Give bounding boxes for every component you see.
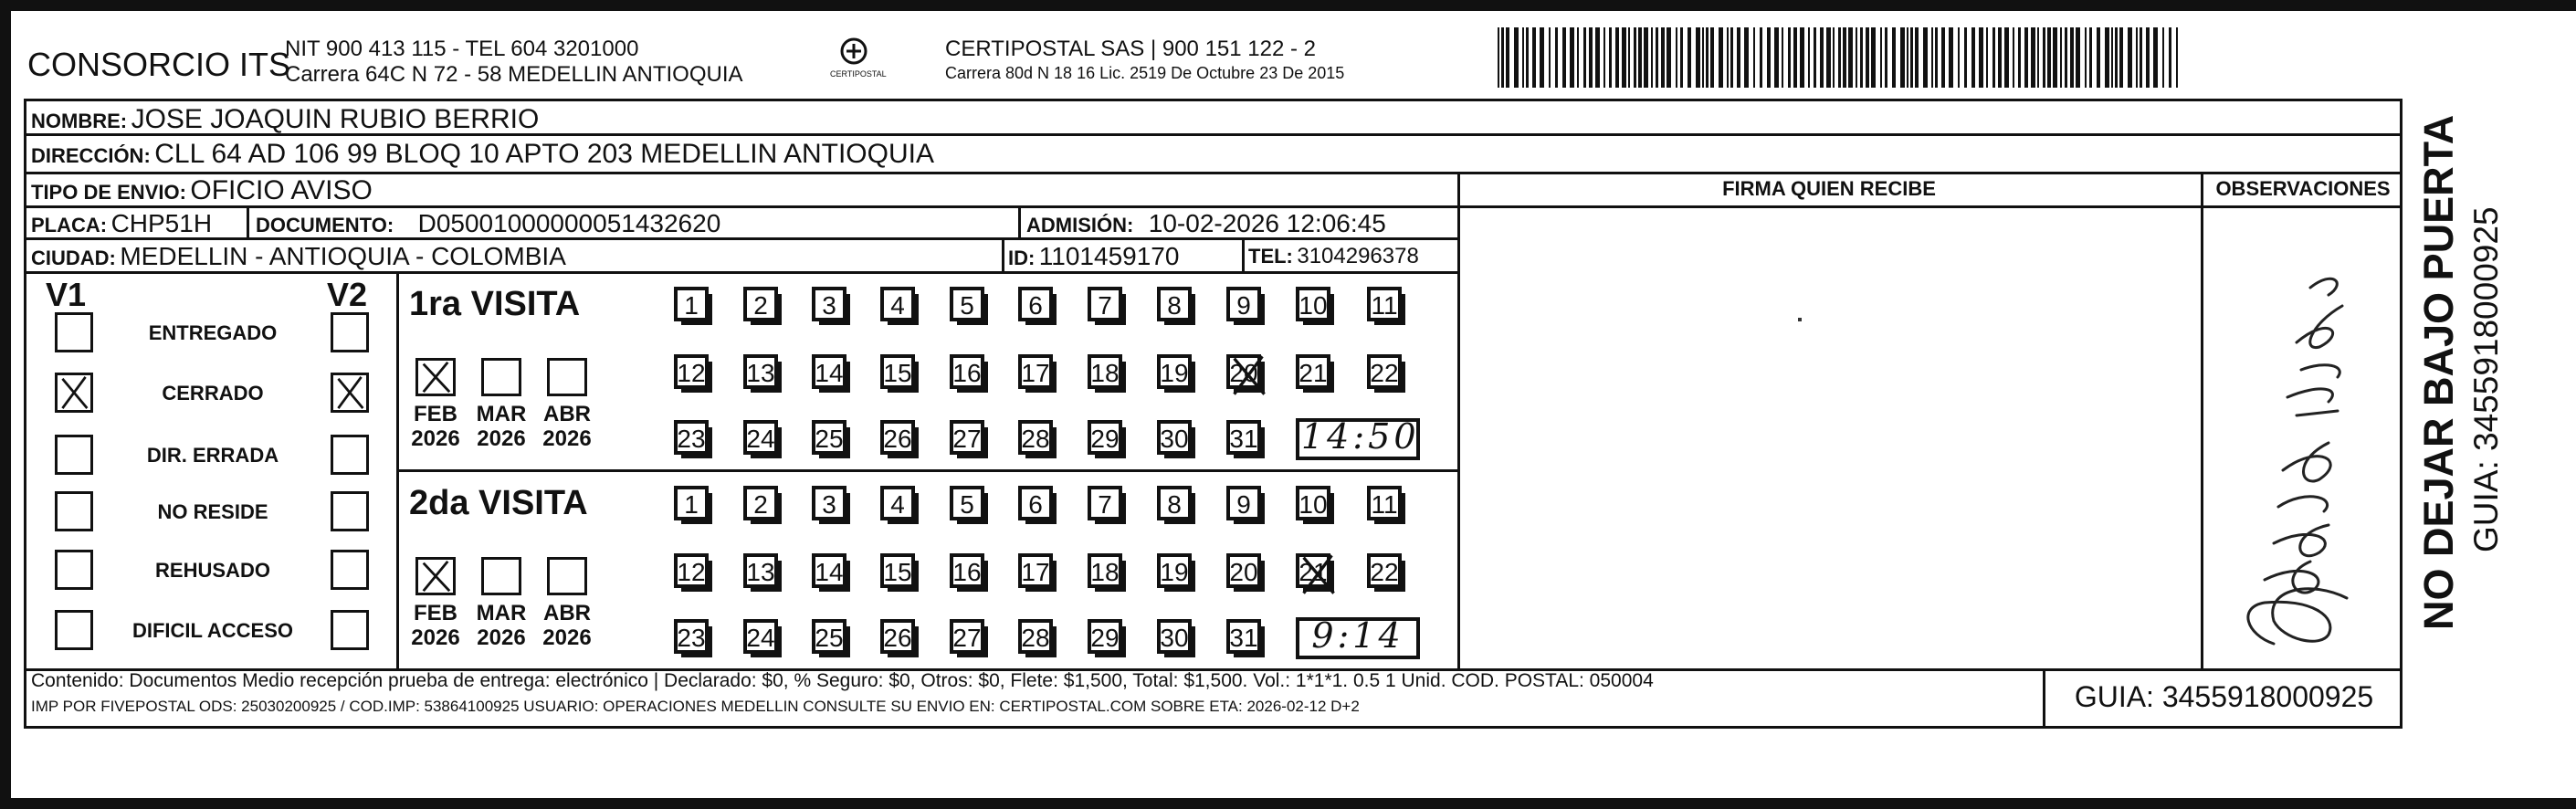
month-year: 2026	[542, 625, 592, 650]
tipo-value: OFICIO AVISO	[190, 175, 373, 205]
month-checkbox[interactable]	[547, 557, 587, 595]
month-name: FEB	[414, 402, 457, 426]
visit-title: 1ra VISITA	[409, 285, 581, 323]
barcode-bar	[1562, 27, 1566, 88]
direccion-row	[31, 139, 934, 170]
tipo-row	[31, 175, 373, 206]
barcode-bar	[1753, 27, 1755, 88]
handwritten-signature	[2210, 215, 2392, 662]
month-year: 2026	[411, 426, 460, 451]
month-year: 2026	[411, 625, 460, 650]
status-label: ENTREGADO	[148, 321, 278, 344]
month-checkbox[interactable]	[481, 358, 521, 396]
day-box[interactable]: 14	[812, 354, 846, 389]
day-box[interactable]: 5	[950, 486, 984, 520]
month-label	[405, 601, 467, 650]
day-box[interactable]: 29	[1088, 420, 1122, 455]
side-warning: NO DEJAR BAJO PUERTA	[2415, 114, 2462, 630]
barcode-bar	[1615, 27, 1619, 88]
day-box[interactable]: 13	[743, 354, 778, 389]
barcode-bar	[2097, 27, 2100, 88]
day-box[interactable]: 17	[1018, 553, 1053, 588]
barcode-bar	[1866, 27, 1869, 88]
placa-label: PLACA:	[31, 214, 108, 236]
footer-contenido: Contenido: Documentos Medio recepción prueba de entrega: electrónico | Declarado: $0, % Seguro: $0, Otros: $0, Flete: $1,500, Total: $1,500. Vol.: 1*1*1. 0.5 1 Unid. COD. POSTAL: 050004	[31, 670, 1654, 691]
barcode-bar	[1656, 27, 1658, 88]
barcode-bar	[1737, 27, 1740, 88]
barcode-bar	[1986, 27, 1988, 88]
divider	[1242, 237, 1245, 271]
barcode-bar	[1532, 27, 1536, 88]
side-guia: GUIA: 3455918000925	[2467, 206, 2505, 552]
barcode-bar	[2128, 27, 2132, 88]
barcode-bar	[1767, 27, 1771, 88]
v2-checkbox[interactable]	[331, 610, 369, 650]
id-value: 1101459170	[1038, 242, 1180, 270]
barcode-bar	[1814, 27, 1816, 88]
barcode-bar	[2169, 27, 2171, 88]
barcode-bar	[1892, 27, 1896, 88]
barcode-bar	[1634, 27, 1636, 88]
month-name: MAR	[476, 601, 527, 625]
barcode-bar	[2053, 27, 2057, 88]
nombre-value: JOSE JOAQUIN RUBIO BERRIO	[131, 104, 540, 134]
tipo-label: TIPO DE ENVIO:	[31, 181, 186, 204]
day-box[interactable]: 26	[880, 420, 915, 455]
barcode-bar	[1730, 27, 1733, 88]
day-box[interactable]: 4	[880, 486, 915, 520]
barcode-bar	[2089, 27, 2092, 88]
barcode-bar	[1964, 27, 1967, 88]
barcode-bar	[1782, 27, 1783, 88]
barcode-bar	[1774, 27, 1779, 88]
divider	[247, 205, 249, 237]
month-name: FEB	[414, 601, 457, 625]
tel-value: 3104296378	[1297, 244, 1419, 268]
barcode-bar	[1971, 27, 1975, 88]
barcode-bar	[1522, 27, 1524, 88]
month-year: 2026	[477, 426, 526, 451]
day-box[interactable]: 9	[1226, 486, 1261, 520]
barcode-bar	[2018, 27, 2021, 88]
barcode-bar	[2115, 27, 2118, 88]
v1-checkbox[interactable]	[55, 312, 93, 352]
barcode-bar	[1958, 27, 1960, 88]
x-mark-icon	[1228, 354, 1268, 396]
day-box[interactable]: 21	[1296, 553, 1330, 588]
barcode-bar	[2037, 27, 2039, 88]
day-box[interactable]: 2	[743, 287, 778, 321]
day-box[interactable]: 29	[1088, 619, 1122, 654]
barcode-bar	[1856, 27, 1857, 88]
placa-value: CHP51H	[110, 209, 213, 237]
direccion-label: DIRECCIÓN:	[31, 144, 151, 167]
day-box[interactable]: 7	[1088, 486, 1122, 520]
tel-label: TEL:	[1248, 245, 1293, 268]
carrier-line1: CERTIPOSTAL SAS | 900 151 122 - 2	[945, 37, 1316, 61]
barcode-bar	[1915, 27, 1919, 88]
day-box[interactable]: 15	[880, 553, 915, 588]
direccion-value: CLL 64 AD 106 99 BLOQ 10 APTO 203 MEDELLIN ANTIOQUIA	[154, 139, 934, 169]
barcode-bar	[2162, 27, 2164, 88]
barcode-bar	[2153, 27, 2158, 88]
day-box[interactable]: 1	[674, 486, 709, 520]
day-box[interactable]: 14	[812, 553, 846, 588]
day-box[interactable]: 26	[880, 619, 915, 654]
barcode-bar	[2065, 27, 2067, 88]
day-box[interactable]: 16	[950, 354, 984, 389]
day-box[interactable]: 6	[1018, 486, 1053, 520]
barcode-bar	[2085, 27, 2087, 88]
nombre-row	[31, 104, 539, 135]
v1-checkbox[interactable]	[55, 491, 93, 531]
v2-checkbox[interactable]	[331, 373, 369, 413]
status-label: REHUSADO	[155, 559, 270, 582]
divider	[2201, 172, 2203, 668]
barcode-bar	[1609, 27, 1612, 88]
barcode-bar	[1833, 27, 1835, 88]
day-box[interactable]: 11	[1367, 287, 1402, 321]
day-box[interactable]: 22	[1367, 553, 1402, 588]
barcode-bar	[1622, 27, 1626, 88]
barcode-bar	[1667, 27, 1671, 88]
visit-title: 2da VISITA	[409, 484, 588, 522]
day-box[interactable]: 7	[1088, 287, 1122, 321]
nombre-label: NOMBRE:	[31, 110, 128, 132]
day-box[interactable]: 27	[950, 420, 984, 455]
barcode-bar	[2024, 27, 2028, 88]
status-label: DIR. ERRADA	[146, 444, 279, 467]
status-label: DIFICIL ACCESO	[131, 619, 293, 642]
certipostal-logo	[817, 33, 890, 88]
barcode-bar	[1696, 27, 1700, 88]
barcode-bar	[1651, 27, 1653, 88]
placa-cell	[31, 209, 212, 238]
day-box[interactable]: 8	[1157, 287, 1192, 321]
barcode-bar	[1506, 27, 1509, 88]
barcode-bar	[1570, 27, 1574, 88]
v2-checkbox[interactable]	[331, 312, 369, 352]
barcode-bar	[2031, 27, 2035, 88]
day-box[interactable]: 15	[880, 354, 915, 389]
barcode-bar	[2013, 27, 2014, 88]
barcode-bar	[2105, 27, 2109, 88]
divider	[1002, 237, 1004, 271]
barcode-bar	[1577, 27, 1579, 88]
barcode-bar	[1931, 27, 1933, 88]
divider	[396, 469, 1457, 472]
x-mark-icon	[58, 375, 90, 410]
admision-label: ADMISIÓN:	[1026, 214, 1134, 236]
scan-border-bottom	[0, 798, 2576, 809]
month-label	[405, 402, 467, 451]
day-box[interactable]: 16	[950, 553, 984, 588]
month-label	[536, 601, 598, 650]
ciudad-value: MEDELLIN - ANTIOQUIA - COLOMBIA	[120, 242, 566, 270]
x-mark-icon	[1298, 553, 1338, 595]
day-box[interactable]: 2	[743, 486, 778, 520]
day-box[interactable]: 31	[1226, 619, 1261, 654]
day-box[interactable]: 19	[1157, 553, 1192, 588]
footer-imp: IMP POR FIVEPOSTAL ODS: 25030200925 / COD.IMP: 53864100925 USUARIO: OPERACIONES MEDELLIN CONSULTE SU ENVIO EN: CERTIPOSTAL.COM SOBRE ETA: 2026-02-12 D+2	[31, 698, 1360, 715]
barcode-bar	[1793, 27, 1797, 88]
barcode-bar	[1661, 27, 1665, 88]
barcode-bar	[1628, 27, 1630, 88]
month-name: ABR	[543, 601, 591, 625]
barcode-bar	[1843, 27, 1846, 88]
barcode-bar	[2119, 27, 2123, 88]
barcode-bar	[1848, 27, 1853, 88]
day-box[interactable]: 27	[950, 619, 984, 654]
month-checkbox[interactable]	[547, 358, 587, 396]
day-box[interactable]: 10	[1296, 287, 1330, 321]
barcode-bar	[1923, 27, 1928, 88]
day-box[interactable]: 30	[1157, 420, 1192, 455]
day-box[interactable]: 25	[812, 420, 846, 455]
documento-cell	[256, 209, 720, 238]
day-box[interactable]: 9	[1226, 287, 1261, 321]
day-box[interactable]: 28	[1018, 420, 1053, 455]
day-box[interactable]: 18	[1088, 354, 1122, 389]
barcode-bar	[1540, 27, 1544, 88]
day-box[interactable]: 11	[1367, 486, 1402, 520]
company-name: CONSORCIO ITS	[27, 46, 291, 83]
admision-cell	[1026, 209, 1386, 238]
scan-border-top	[0, 0, 2576, 11]
documento-value: D05001000000051432620	[417, 209, 721, 237]
day-box[interactable]: 19	[1157, 354, 1192, 389]
barcode-bar	[1744, 27, 1749, 88]
day-box[interactable]: 23	[674, 420, 709, 455]
barcode-bar	[1603, 27, 1605, 88]
day-box[interactable]: 10	[1296, 486, 1330, 520]
month-checkbox[interactable]	[415, 557, 456, 595]
barcode-bar	[1800, 27, 1804, 88]
barcode-bar	[1589, 27, 1593, 88]
barcode-bar	[1676, 27, 1677, 88]
x-mark-icon	[418, 361, 453, 394]
x-mark-icon	[418, 560, 453, 593]
day-box[interactable]: 3	[812, 287, 846, 321]
day-box[interactable]: 21	[1296, 354, 1330, 389]
barcode-bar	[2140, 27, 2142, 88]
barcode-bar	[2076, 27, 2080, 88]
day-box[interactable]: 31	[1226, 420, 1261, 455]
day-box[interactable]: 20	[1226, 553, 1261, 588]
barcode-bar	[1907, 27, 1908, 88]
barcode-bar	[1885, 27, 1887, 88]
barcode-bar	[1583, 27, 1586, 88]
barcode-bar	[1949, 27, 1953, 88]
barcode-bar	[1900, 27, 1905, 88]
day-box[interactable]: 6	[1018, 287, 1053, 321]
month-label	[536, 402, 598, 451]
barcode-bar	[1710, 27, 1714, 88]
month-checkbox[interactable]	[415, 358, 456, 396]
barcode-bar	[1638, 27, 1642, 88]
barcode-bar	[1680, 27, 1683, 88]
divider	[1457, 172, 1460, 668]
barcode-bar	[1992, 27, 1995, 88]
handwritten-time: 9:14	[1311, 615, 1404, 656]
barcode	[1498, 27, 2178, 88]
day-box[interactable]: 5	[950, 287, 984, 321]
month-label	[470, 601, 532, 650]
barcode-bar	[1788, 27, 1791, 88]
v2-checkbox[interactable]	[331, 435, 369, 475]
company-line2: Carrera 64C N 72 - 58 MEDELLIN ANTIOQUIA	[285, 62, 743, 87]
barcode-bar	[1644, 27, 1648, 88]
divider	[24, 172, 2403, 174]
barcode-bar	[1706, 27, 1709, 88]
status-label: NO RESIDE	[157, 500, 268, 523]
month-year: 2026	[542, 426, 592, 451]
v1-checkbox[interactable]	[55, 373, 93, 413]
observaciones-header: OBSERVACIONES	[2215, 177, 2391, 200]
barcode-bar	[2004, 27, 2009, 88]
barcode-bar	[1702, 27, 1704, 88]
status-label: CERRADO	[162, 382, 264, 404]
barcode-bar	[1838, 27, 1841, 88]
barcode-bar	[2070, 27, 2074, 88]
day-box[interactable]: 18	[1088, 553, 1122, 588]
day-box[interactable]: 23	[674, 619, 709, 654]
day-box[interactable]: 20	[1226, 354, 1261, 389]
day-box[interactable]: 28	[1018, 619, 1053, 654]
barcode-bar	[1880, 27, 1882, 88]
x-mark-icon	[333, 375, 366, 410]
firma-header: FIRMA QUIEN RECIBE	[1722, 177, 1936, 200]
v1-checkbox[interactable]	[55, 435, 93, 475]
barcode-bar	[1514, 27, 1519, 88]
day-box[interactable]: 13	[743, 553, 778, 588]
tel-cell	[1248, 244, 1419, 269]
signature-dot	[1798, 318, 1802, 321]
v1-checkbox[interactable]	[55, 610, 93, 650]
barcode-bar	[1688, 27, 1691, 88]
barcode-bar	[2047, 27, 2051, 88]
day-box[interactable]: 17	[1018, 354, 1053, 389]
company-line1: NIT 900 413 115 - TEL 604 3201000	[285, 37, 639, 61]
barcode-bar	[1910, 27, 1913, 88]
day-box[interactable]: 12	[674, 354, 709, 389]
barcode-bar	[1498, 27, 1499, 88]
ciudad-label: CIUDAD:	[31, 247, 116, 269]
month-checkbox[interactable]	[481, 557, 521, 595]
barcode-bar	[2043, 27, 2045, 88]
barcode-bar	[1727, 27, 1729, 88]
barcode-bar	[1595, 27, 1600, 88]
day-box[interactable]: 24	[743, 420, 778, 455]
barcode-bar	[1998, 27, 2002, 88]
v2-checkbox[interactable]	[331, 550, 369, 590]
handwritten-time: 14:50	[1301, 416, 1420, 457]
barcode-bar	[1549, 27, 1551, 88]
barcode-bar	[2136, 27, 2138, 88]
scan-border-left	[0, 0, 11, 809]
logo-text: CERTIPOSTAL	[830, 69, 887, 79]
v2-checkbox[interactable]	[331, 491, 369, 531]
month-name: ABR	[543, 402, 591, 426]
month-name: MAR	[476, 402, 527, 426]
day-box[interactable]: 12	[674, 553, 709, 588]
barcode-bar	[2146, 27, 2150, 88]
day-box[interactable]: 24	[743, 619, 778, 654]
day-box[interactable]: 22	[1367, 354, 1402, 389]
day-box[interactable]: 25	[812, 619, 846, 654]
day-box[interactable]: 4	[880, 287, 915, 321]
carrier-line2: Carrera 80d N 18 16 Lic. 2519 De Octubre 23 De 2015	[945, 64, 1345, 82]
barcode-bar	[1526, 27, 1529, 88]
barcode-bar	[1941, 27, 1945, 88]
v2-header: V2	[327, 276, 368, 313]
ciudad-cell	[31, 242, 566, 271]
barcode-bar	[1760, 27, 1762, 88]
barcode-bar	[1501, 27, 1504, 88]
barcode-bar	[1555, 27, 1558, 88]
barcode-bar	[1860, 27, 1863, 88]
barcode-bar	[2060, 27, 2062, 88]
divider	[24, 271, 1457, 274]
divider	[1018, 205, 1021, 237]
barcode-bar	[1826, 27, 1831, 88]
barcode-bar	[2176, 27, 2178, 88]
barcode-bar	[1935, 27, 1938, 88]
v1-checkbox[interactable]	[55, 550, 93, 590]
divider	[1457, 205, 2403, 208]
admision-value: 10-02-2026 12:06:45	[1148, 209, 1386, 237]
documento-label: DOCUMENTO:	[256, 214, 394, 236]
barcode-bar	[1979, 27, 1983, 88]
barcode-bar	[2111, 27, 2113, 88]
day-box[interactable]: 1	[674, 287, 709, 321]
id-cell	[1008, 242, 1179, 271]
day-box[interactable]: 30	[1157, 619, 1192, 654]
footer-guia: GUIA: 3455918000925	[2074, 680, 2374, 713]
id-label: ID:	[1008, 247, 1036, 269]
barcode-bar	[1719, 27, 1723, 88]
month-year: 2026	[477, 625, 526, 650]
barcode-bar	[1871, 27, 1876, 88]
day-box[interactable]: 3	[812, 486, 846, 520]
barcode-bar	[1820, 27, 1824, 88]
day-box[interactable]: 8	[1157, 486, 1192, 520]
barcode-bar	[1808, 27, 1810, 88]
v1-header: V1	[46, 276, 87, 313]
month-label	[470, 402, 532, 451]
